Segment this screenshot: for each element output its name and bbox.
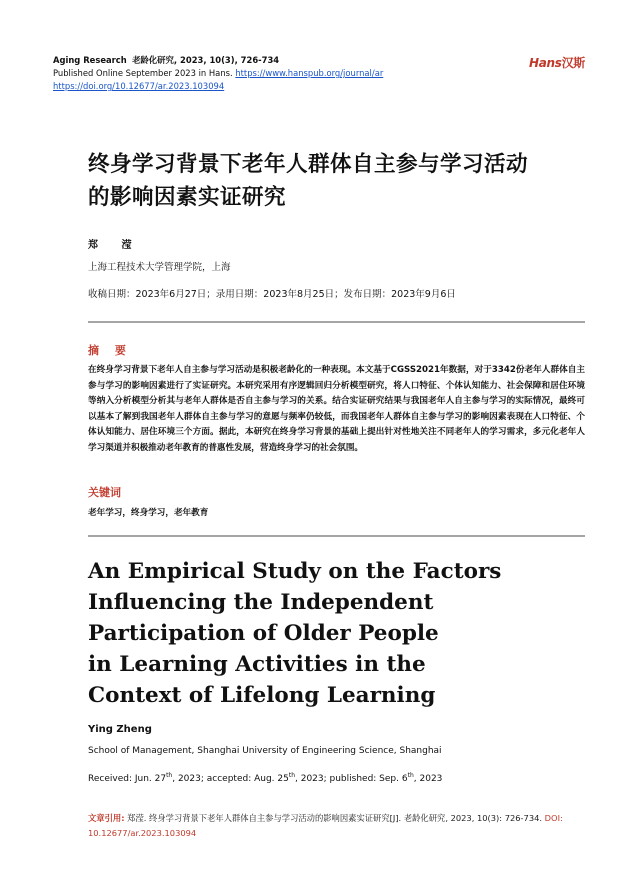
published-line — [53, 67, 383, 80]
title-en-line-3: Participation of Older People — [88, 621, 439, 646]
title-cn-line-2: 的影响因素实证研究 — [88, 185, 287, 210]
published-date: , 2023; published: Sep. 6 — [295, 774, 408, 784]
published-sup: th — [407, 772, 414, 779]
dates-cn: 收稿日期：2023年6月27日；录用日期：2023年8月25日；发布日期：2023年9月6日 — [88, 289, 456, 300]
title-en-line-5: Context of Lifelong Learning — [88, 683, 436, 708]
title-cn-line-1: 终身学习背景下老年人群体自主参与学习活动 — [88, 152, 529, 177]
dates-en — [88, 772, 442, 784]
title-cn — [88, 148, 588, 214]
doi-line — [53, 80, 383, 93]
affiliation-cn: 上海工程技术大学管理学院，上海 — [88, 262, 231, 273]
journal-name: Aging Research — [53, 55, 127, 65]
received-date: Received: Jun. 27 — [88, 774, 167, 784]
received-sup: th — [166, 772, 173, 779]
page-header — [53, 54, 383, 93]
journal-citation: 老龄化研究, 2023, 10(3), 726-734 — [132, 55, 280, 65]
doi-link[interactable]: https://doi.org/10.12677/ar.2023.103094 — [53, 81, 225, 91]
affiliation-en: School of Management, Shanghai University of Engineering Science, Shanghai — [88, 746, 442, 756]
citation-doi[interactable]: DOI: 10.12677/ar.2023.103094 — [88, 813, 563, 838]
accepted-sup: th — [288, 772, 295, 779]
accepted-date: , 2023; accepted: Aug. 25 — [172, 774, 289, 784]
dates-suffix: , 2023 — [413, 774, 443, 784]
author-cn: 郑 滢 — [88, 240, 142, 251]
title-en — [88, 556, 588, 711]
keywords-heading: 关键词 — [88, 486, 121, 499]
abstract-heading: 摘 要 — [88, 344, 132, 357]
title-en-line-4: in Learning Activities in the — [88, 652, 426, 677]
abstract-body: 在终身学习背景下老年人自主参与学习活动是积极老龄化的一种表现。本文基于CGSS2021年数据，对于3342份老年人群体自主参与学习的影响因素进行了实证研究。本研究采用有序逻辑回归分析模型研究，将人口特征、个体认知能力、社会保障和居住环境等纳入分析模型分析其与老年人群体是否自主参与学习的关系。结合实证研究结果与我国老年人自主参与学习的实际情况，最终可以基本了解到我国老年人群体自主参与学习的意愿与频率仍较低，而我国老年人群体自主参与学习的影响因素表现在人口特征、个体认知能力、居住环境三个方面。据此，本研究在终身学习背景的基础上提出针对性地关注不同老年人的学习需求，多元化老年人学习渠道并积极推动老年教育的普惠性发展，营造终身学习的社会氛围。 — [88, 365, 585, 453]
logo-cn: 汉斯 — [561, 56, 585, 70]
citation-text: 郑滢. 终身学习背景下老年人群体自主参与学习活动的影响因素实证研究[J]. 老龄化研究, 2023, 10(3): 726-734. — [124, 813, 545, 823]
author-en: Ying Zheng — [88, 724, 152, 735]
citation — [88, 811, 588, 841]
logo-latin: Hans — [528, 56, 562, 70]
keywords-body: 老年学习，终身学习，老年教育 — [88, 508, 209, 518]
published-text: Published Online September 2023 in Hans. — [53, 68, 233, 78]
citation-label: 文章引用: — [88, 813, 125, 823]
journal-line — [53, 54, 383, 67]
divider-top — [88, 321, 585, 323]
title-en-line-1: An Empirical Study on the Factors — [88, 559, 502, 584]
divider-bottom — [88, 535, 585, 537]
title-en-line-2: Influencing the Independent — [88, 590, 434, 615]
journal-url-link[interactable]: https://www.hanspub.org/journal/ar — [235, 68, 384, 78]
hans-logo — [529, 54, 585, 71]
